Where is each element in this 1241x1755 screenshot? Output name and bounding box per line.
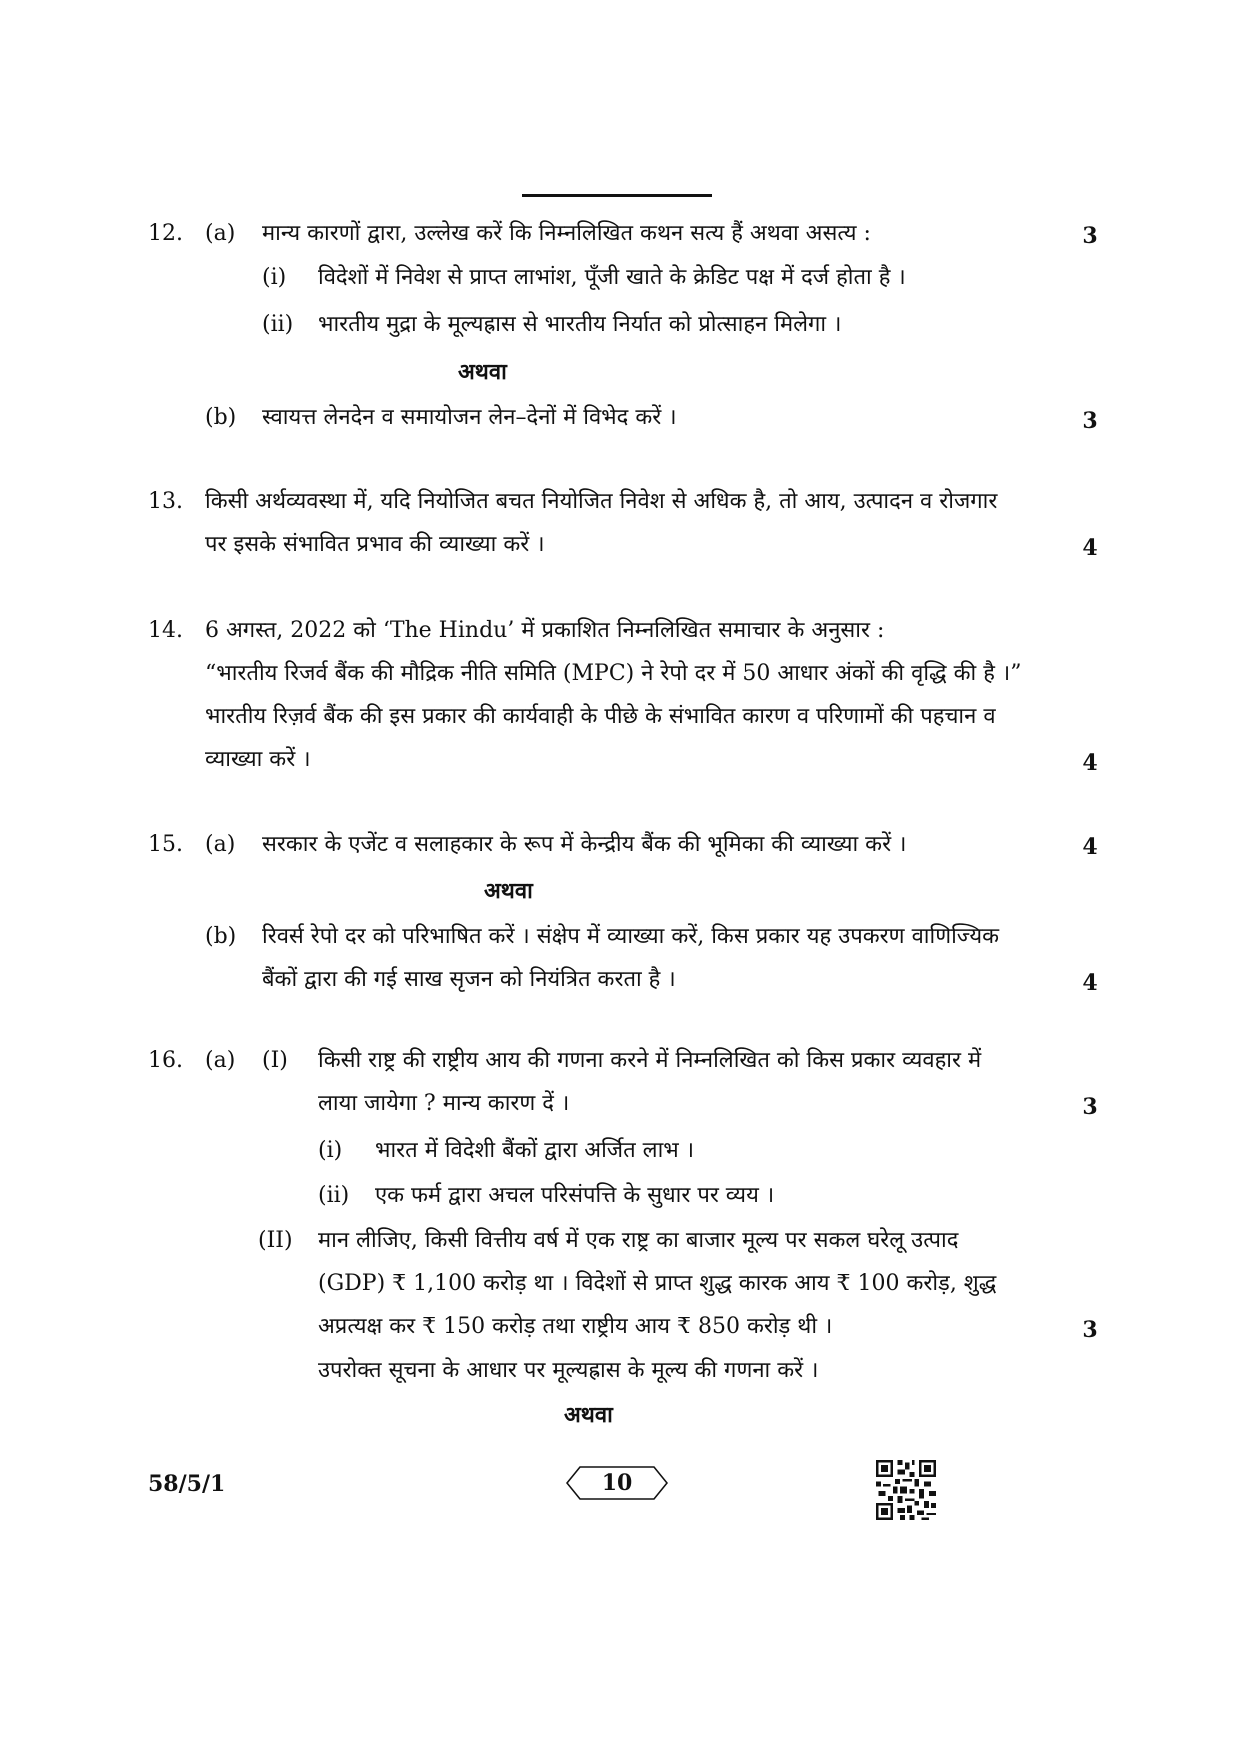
q16-I-marks: 3 — [1082, 1094, 1098, 1120]
q16-ii-label: (ii) — [318, 1183, 350, 1208]
q15-part-a-text: सरकार के एजेंट व सलाहकार के रूप में केन्द्रीय बैंक की भूमिका की व्याख्या करें । — [262, 832, 907, 857]
q14-line4: व्याख्या करें । — [205, 747, 311, 772]
q15-part-b-marks: 4 — [1082, 970, 1098, 996]
q16-ii-text: एक फर्म द्वारा अचल परिसंपत्ति के सुधार पर व्यय । — [375, 1183, 775, 1208]
q12-i-label: (i) — [262, 265, 287, 290]
q14-number: 14. — [148, 618, 183, 643]
q16-i-label: (i) — [318, 1138, 343, 1163]
q12-part-b-marks: 3 — [1082, 408, 1098, 434]
q12-part-b-text: स्वायत्त लेनदेन व समायोजन लेन–देनों में विभेद करें । — [262, 405, 677, 430]
q12-part-a-marks: 3 — [1082, 223, 1098, 249]
q15-part-a-label: (a) — [205, 832, 236, 857]
q12-number: 12. — [148, 221, 183, 246]
q16-II-line1: मान लीजिए, किसी वित्तीय वर्ष में एक राष्ट्र का बाजार मूल्य पर सकल घरेलू उत्पाद — [318, 1228, 959, 1253]
qr-code — [876, 1460, 936, 1520]
q16-II-line4: उपरोक्त सूचना के आधार पर मूल्यह्रास के मूल्य की गणना करें । — [318, 1358, 819, 1383]
q13-marks: 4 — [1082, 535, 1098, 561]
q16-II-line3: अप्रत्यक्ष कर ₹ 150 करोड़ तथा राष्ट्रीय आय ₹ 850 करोड़ थी । — [318, 1314, 833, 1339]
q16-or: अथवा — [564, 1402, 613, 1428]
q15-number: 15. — [148, 832, 183, 857]
page-number: 10 — [601, 1470, 633, 1496]
q14-marks: 4 — [1082, 750, 1098, 776]
q16-II-line2: (GDP) ₹ 1,100 करोड़ था । विदेशों से प्राप्त शुद्ध कारक आय ₹ 100 करोड़, शुद्ध — [318, 1271, 997, 1296]
q14-line3: भारतीय रिज़र्व बैंक की इस प्रकार की कार्यवाही के पीछे के संभावित कारण व परिणामों की पहचान व — [205, 704, 996, 729]
q13-line1: किसी अर्थव्यवस्था में, यदि नियोजित बचत नियोजित निवेश से अधिक है, तो आय, उत्पादन व रोजगार — [205, 489, 998, 514]
q16-II-label: (II) — [258, 1228, 293, 1253]
q12-or: अथवा — [458, 359, 507, 385]
q16-I-line1: किसी राष्ट्र की राष्ट्रीय आय की गणना करने में निम्नलिखित को किस प्रकार व्यवहार में — [318, 1048, 982, 1073]
q15-or: अथवा — [484, 878, 533, 904]
q16-I-label: (I) — [262, 1048, 288, 1073]
q15-part-b-label: (b) — [205, 924, 237, 949]
q12-part-b-label: (b) — [205, 405, 237, 430]
q16-part-a-label: (a) — [205, 1048, 236, 1073]
q16-II-marks: 3 — [1082, 1317, 1098, 1343]
q16-number: 16. — [148, 1048, 183, 1073]
q14-line1: 6 अगस्त, 2022 को ‘The Hindu’ में प्रकाशित निम्नलिखित समाचार के अनुसार : — [205, 618, 885, 643]
q12-ii-label: (ii) — [262, 312, 294, 337]
top-rule — [522, 194, 712, 197]
q16-i-text: भारत में विदेशी बैंकों द्वारा अर्जित लाभ । — [375, 1138, 695, 1163]
q14-line2: “भारतीय रिजर्व बैंक की मौद्रिक नीति समिति (MPC) ने रेपो दर में 50 आधार अंकों की वृद्धि की है ।” — [205, 661, 1022, 686]
q12-ii-text: भारतीय मुद्रा के मूल्यह्रास से भारतीय निर्यात को प्रोत्साहन मिलेगा । — [318, 312, 842, 337]
q15-part-b-line2: बैंकों द्वारा की गई साख सृजन को नियंत्रित करता है । — [262, 967, 676, 992]
q13-line2: पर इसके संभावित प्रभाव की व्याख्या करें । — [205, 532, 545, 557]
paper-code: 58/5/1 — [148, 1471, 226, 1497]
q15-part-a-marks: 4 — [1082, 834, 1098, 860]
q13-number: 13. — [148, 489, 183, 514]
q12-part-a-label: (a) — [205, 221, 236, 246]
q12-i-text: विदेशों में निवेश से प्राप्त लाभांश, पूँजी खाते के क्रेडिट पक्ष में दर्ज होता है । — [318, 265, 906, 290]
q16-I-line2: लाया जायेगा ? मान्य कारण दें । — [318, 1091, 570, 1116]
q15-part-b-line1: रिवर्स रेपो दर को परिभाषित करें । संक्षेप में व्याख्या करें, किस प्रकार यह उपकरण वाणिज्यिक — [262, 924, 1000, 949]
q12-part-a-text: मान्य कारणों द्वारा, उल्लेख करें कि निम्नलिखित कथन सत्य हैं अथवा असत्य : — [262, 221, 871, 246]
